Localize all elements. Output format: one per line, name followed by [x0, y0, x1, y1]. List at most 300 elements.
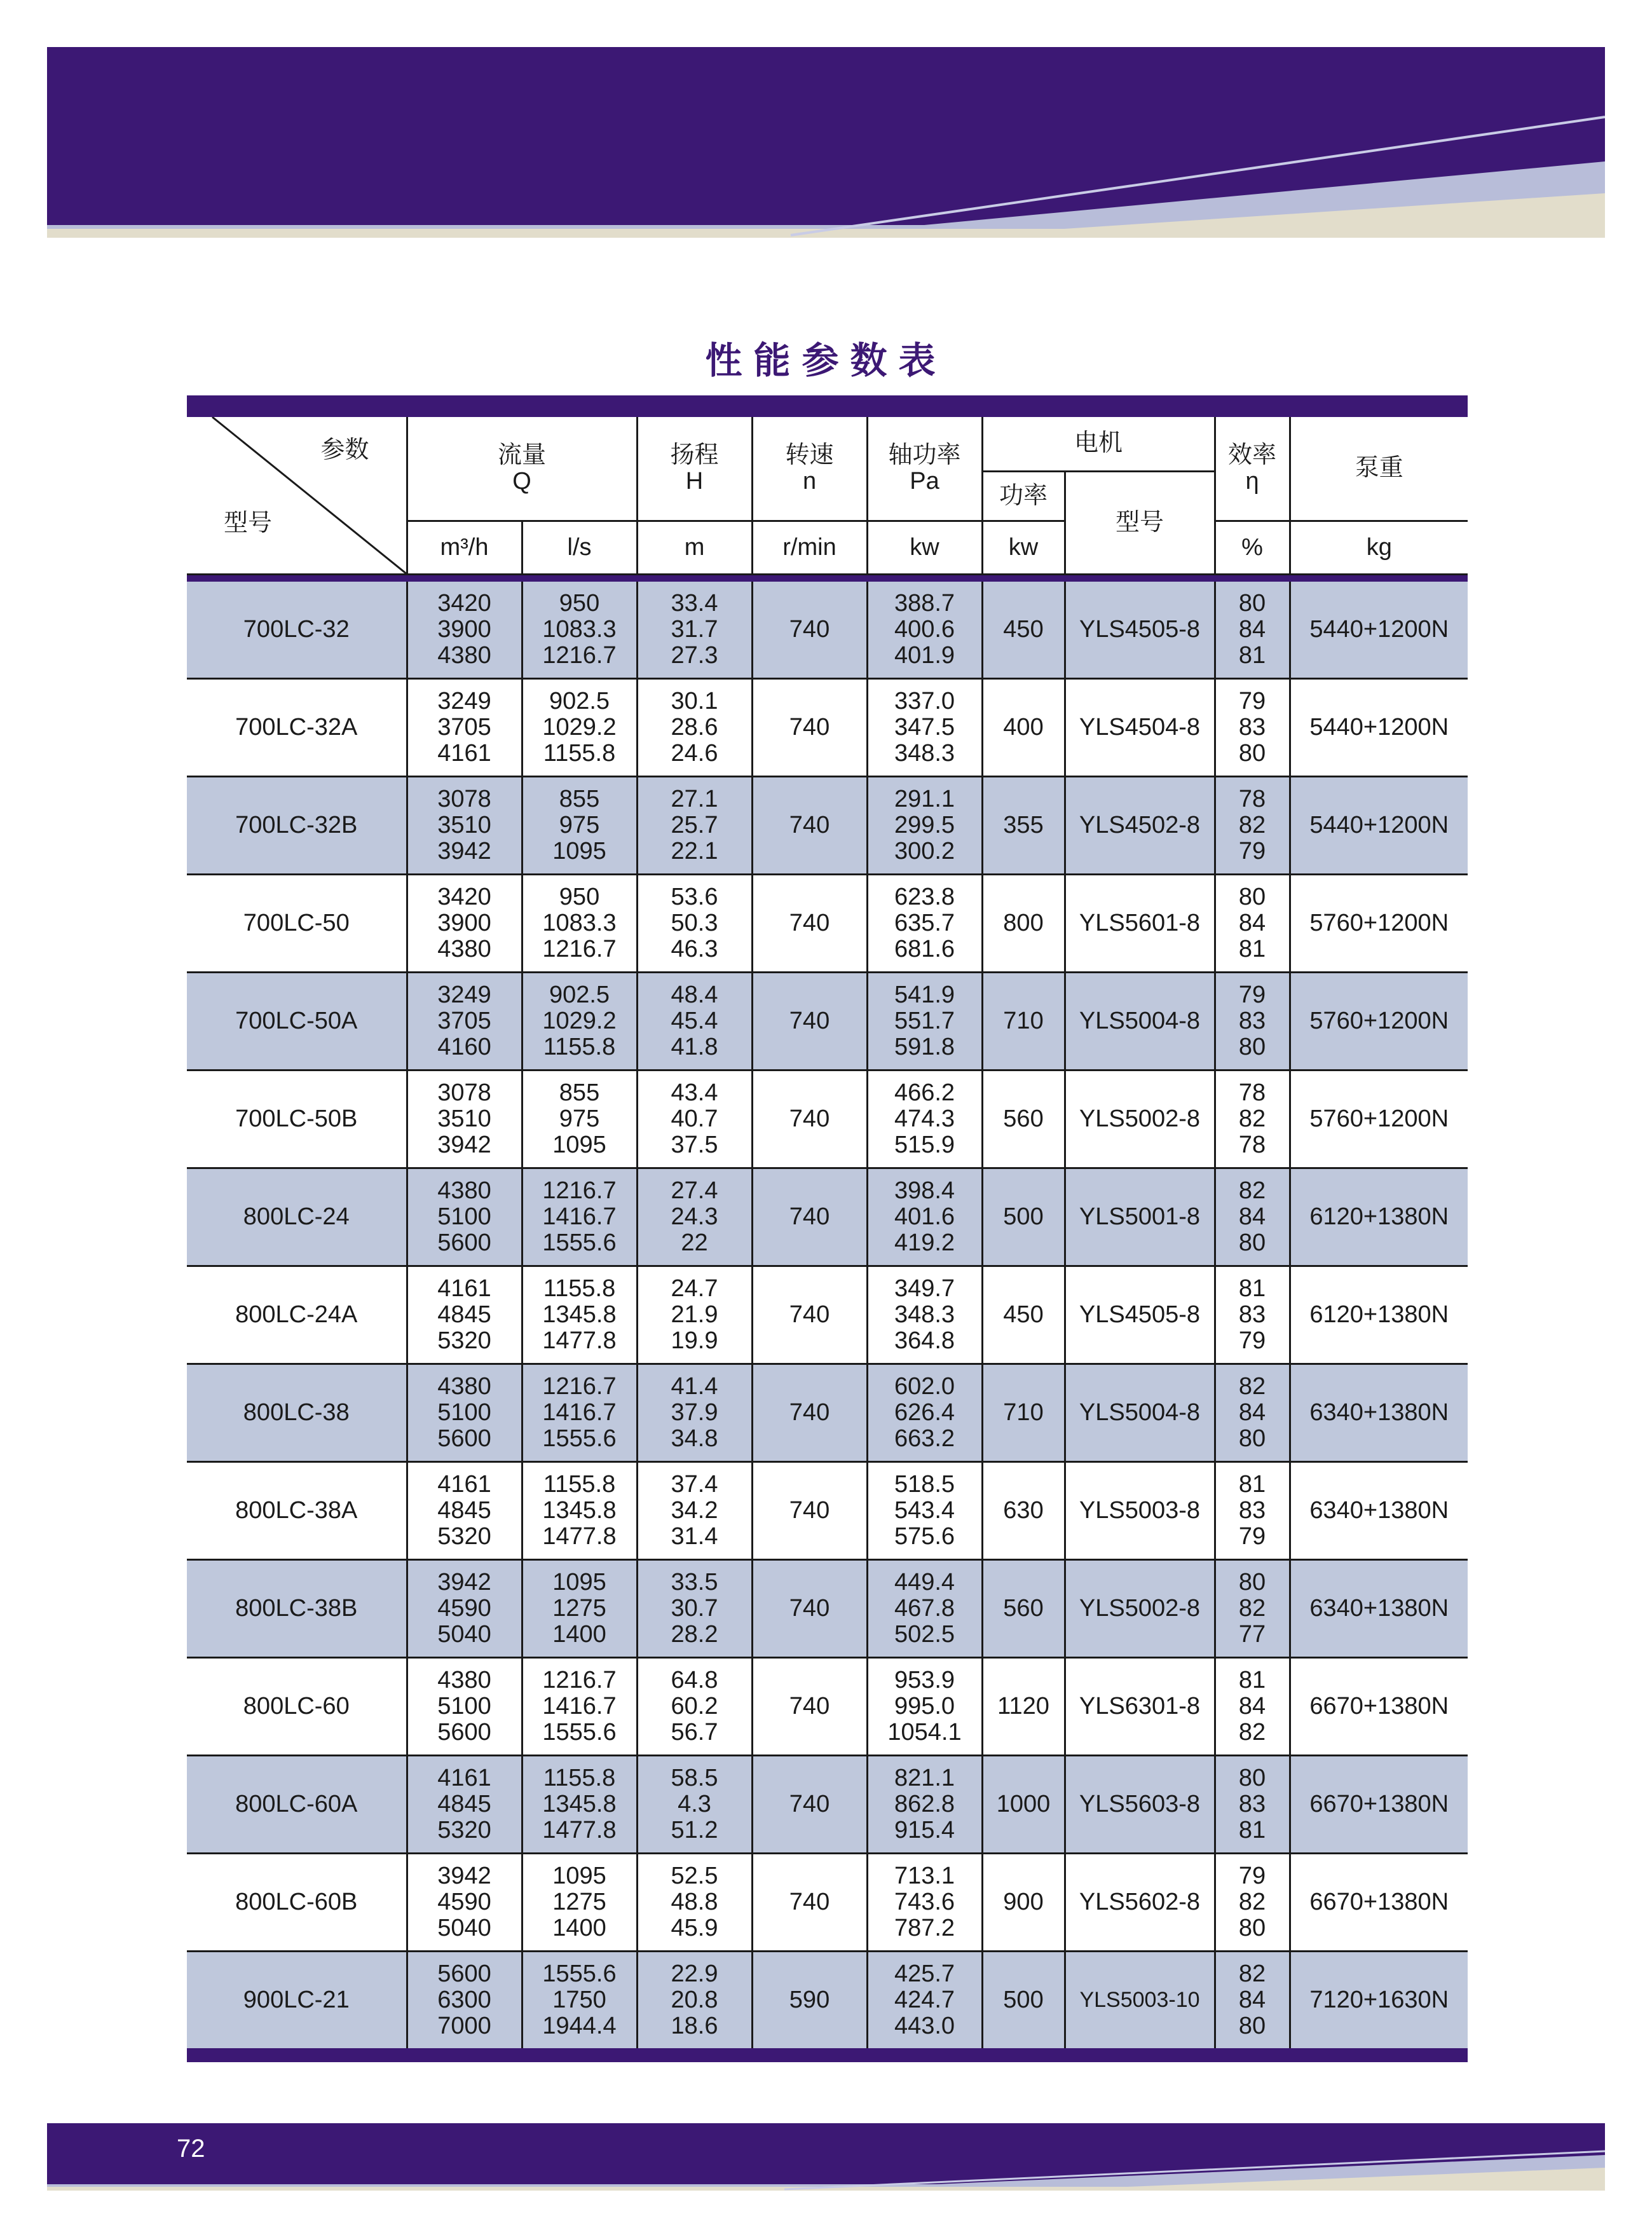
flow-ls-cell-value: 1416.7 [542, 1203, 617, 1230]
top-banner [47, 47, 1605, 238]
flow-ls-cell-value: 1345.8 [542, 1301, 617, 1328]
efficiency-cell-value: 83 [1238, 713, 1266, 741]
header-unit-kw: kw [867, 521, 982, 574]
table-row [187, 1853, 1468, 1951]
table-top-bar [187, 395, 1468, 417]
efficiency-cell [1215, 776, 1290, 874]
efficiency-cell-value: 78 [1238, 1079, 1266, 1106]
shaft-power-cell-value: 787.2 [894, 1914, 955, 1941]
flow-ls-cell-value: 1555.6 [542, 1960, 617, 1987]
flow-m3h-cell-value: 4845 [437, 1301, 491, 1328]
speed-cell: 590 [752, 1951, 867, 2048]
shaft-power-cell-value: 953.9 [894, 1666, 955, 1693]
flow-m3h-cell-value: 5600 [437, 1960, 491, 1987]
efficiency-cell-value: 80 [1238, 589, 1266, 617]
motor-type-cell: YLS5002-8 [1065, 1559, 1215, 1657]
head-cell-value: 4.3 [678, 1790, 711, 1817]
flow-ls-cell-value: 855 [559, 1079, 600, 1106]
head-cell [637, 678, 752, 776]
motor-power-cell: 500 [982, 1951, 1065, 2048]
speed-cell: 740 [752, 1461, 867, 1559]
motor-power-cell: 450 [982, 1266, 1065, 1364]
flow-m3h-cell-value: 3078 [437, 1079, 491, 1106]
motor-power-cell: 710 [982, 1364, 1065, 1461]
efficiency-cell-value: 84 [1238, 1986, 1266, 2013]
speed-cell: 740 [752, 1168, 867, 1266]
head-cell-value: 41.8 [671, 1033, 718, 1060]
flow-ls-cell-value: 1275 [552, 1888, 606, 1915]
flow-ls-cell-value: 1477.8 [542, 1816, 617, 1844]
flow-ls-cell-value: 1555.6 [542, 1718, 617, 1746]
shaft-power-cell [867, 1657, 982, 1755]
flow-ls-cell [522, 776, 637, 874]
head-cell-value: 18.6 [671, 2012, 718, 2039]
flow-m3h-cell-value: 4590 [437, 1888, 491, 1915]
head-cell [637, 1755, 752, 1853]
shaft-power-cell-value: 626.4 [894, 1399, 955, 1426]
head-cell-value: 25.7 [671, 811, 718, 838]
efficiency-cell-value: 79 [1238, 1862, 1266, 1889]
table-row [187, 1559, 1468, 1657]
motor-type-cell: YLS5001-8 [1065, 1168, 1215, 1266]
flow-ls-cell-value: 1477.8 [542, 1327, 617, 1354]
flow-ls-cell-value: 975 [559, 811, 600, 838]
flow-ls-cell-value: 1155.8 [543, 1275, 616, 1302]
efficiency-cell-value: 79 [1238, 1522, 1266, 1550]
header-unit-ls: l/s [522, 521, 637, 574]
shaft-power-cell [867, 1461, 982, 1559]
head-cell [637, 582, 752, 679]
motor-type-cell: YLS5602-8 [1065, 1853, 1215, 1951]
efficiency-cell [1215, 1070, 1290, 1168]
flow-ls-cell [522, 1168, 637, 1266]
head-cell-value: 19.9 [671, 1327, 718, 1354]
flow-m3h-cell-value: 5100 [437, 1399, 491, 1426]
head-cell [637, 972, 752, 1070]
head-cell-value: 30.1 [671, 687, 718, 715]
table-row [187, 776, 1468, 874]
motor-power-cell: 500 [982, 1168, 1065, 1266]
head-cell-value: 24.3 [671, 1203, 718, 1230]
head-cell-value: 56.7 [671, 1718, 718, 1746]
efficiency-cell-value: 83 [1238, 1007, 1266, 1034]
shaft-power-cell-value: 401.6 [894, 1203, 955, 1230]
flow-ls-cell [522, 678, 637, 776]
speed-cell: 740 [752, 1755, 867, 1853]
weight-cell: 6670+1380N [1290, 1657, 1468, 1755]
model-cell: 800LC-38 [187, 1364, 407, 1461]
shaft-power-cell-value: 291.1 [894, 785, 955, 812]
flow-ls-cell [522, 972, 637, 1070]
flow-m3h-cell [407, 874, 522, 972]
motor-power-cell: 800 [982, 874, 1065, 972]
shaft-power-cell-value: 862.8 [894, 1790, 955, 1817]
head-cell-value: 48.4 [671, 981, 718, 1008]
efficiency-cell [1215, 1853, 1290, 1951]
efficiency-cell-value: 80 [1238, 1568, 1266, 1596]
head-cell-value: 37.4 [671, 1470, 718, 1498]
head-cell-value: 37.9 [671, 1399, 718, 1426]
flow-m3h-cell-value: 4380 [437, 641, 491, 669]
flow-m3h-cell-value: 5600 [437, 1718, 491, 1746]
flow-ls-cell-value: 950 [559, 589, 600, 617]
flow-m3h-cell-value: 4380 [437, 1177, 491, 1204]
flow-m3h-cell [407, 776, 522, 874]
speed-cell: 740 [752, 1266, 867, 1364]
efficiency-cell-value: 82 [1238, 811, 1266, 838]
header-param: 参数 [320, 437, 369, 463]
flow-m3h-cell [407, 1951, 522, 2048]
flow-ls-cell-value: 1216.7 [542, 641, 617, 669]
table-header-bar [187, 575, 1468, 582]
header-speed: 转速 n [752, 417, 867, 521]
flow-ls-cell [522, 874, 637, 972]
motor-type-cell: YLS6301-8 [1065, 1657, 1215, 1755]
flow-m3h-cell-value: 4160 [437, 1033, 491, 1060]
weight-cell: 6670+1380N [1290, 1755, 1468, 1853]
table-row [187, 972, 1468, 1070]
table-row [187, 1657, 1468, 1755]
head-cell-value: 24.6 [671, 739, 718, 767]
model-cell: 900LC-21 [187, 1951, 407, 2048]
flow-m3h-cell [407, 972, 522, 1070]
flow-ls-cell-value: 1095 [552, 1131, 606, 1158]
flow-m3h-cell-value: 4380 [437, 1666, 491, 1693]
shaft-power-cell-value: 347.5 [894, 713, 955, 741]
efficiency-cell-value: 80 [1238, 1914, 1266, 1941]
head-cell-value: 31.4 [671, 1522, 718, 1550]
shaft-power-cell-value: 518.5 [894, 1470, 955, 1498]
head-cell-value: 22.9 [671, 1960, 718, 1987]
header-motor-type: 型号 [1065, 471, 1215, 574]
flow-m3h-cell [407, 1364, 522, 1461]
flow-ls-cell [522, 1461, 637, 1559]
flow-m3h-cell-value: 6300 [437, 1986, 491, 2013]
shaft-power-cell-value: 348.3 [894, 739, 955, 767]
shaft-power-cell-value: 388.7 [894, 589, 955, 617]
shaft-power-cell-value: 591.8 [894, 1033, 955, 1060]
shaft-power-cell-value: 635.7 [894, 909, 955, 936]
flow-m3h-cell-value: 5600 [437, 1425, 491, 1452]
flow-m3h-cell-value: 3420 [437, 883, 491, 910]
shaft-power-cell [867, 1364, 982, 1461]
efficiency-cell [1215, 678, 1290, 776]
motor-type-cell: YLS5004-8 [1065, 972, 1215, 1070]
flow-m3h-cell-value: 4161 [437, 1470, 491, 1498]
efficiency-cell-value: 81 [1238, 1470, 1266, 1498]
head-cell [637, 776, 752, 874]
motor-power-cell: 900 [982, 1853, 1065, 1951]
shaft-power-cell [867, 874, 982, 972]
shaft-power-cell [867, 1266, 982, 1364]
flow-ls-cell-value: 1555.6 [542, 1425, 617, 1452]
efficiency-cell-value: 79 [1238, 837, 1266, 865]
head-cell-value: 45.9 [671, 1914, 718, 1941]
header-head: 扬程 H [637, 417, 752, 521]
flow-m3h-cell [407, 582, 522, 679]
head-cell-value: 43.4 [671, 1079, 718, 1106]
shaft-power-cell-value: 419.2 [894, 1229, 955, 1256]
weight-cell: 5760+1200N [1290, 972, 1468, 1070]
model-cell: 700LC-50 [187, 874, 407, 972]
flow-m3h-cell-value: 3900 [437, 615, 491, 643]
model-cell: 800LC-24A [187, 1266, 407, 1364]
flow-m3h-cell-value: 3249 [437, 687, 491, 715]
flow-m3h-cell-value: 5040 [437, 1914, 491, 1941]
shaft-power-cell-value: 743.6 [894, 1888, 955, 1915]
head-cell-value: 20.8 [671, 1986, 718, 2013]
flow-m3h-cell [407, 1657, 522, 1755]
head-cell-value: 33.4 [671, 589, 718, 617]
speed-cell: 740 [752, 678, 867, 776]
weight-cell: 6340+1380N [1290, 1364, 1468, 1461]
flow-ls-cell-value: 1029.2 [542, 713, 617, 741]
table-row [187, 1168, 1468, 1266]
flow-m3h-cell-value: 4161 [437, 1764, 491, 1791]
model-cell: 800LC-60B [187, 1853, 407, 1951]
efficiency-cell-value: 81 [1238, 935, 1266, 962]
head-cell-value: 46.3 [671, 935, 718, 962]
motor-power-cell: 710 [982, 972, 1065, 1070]
shaft-power-cell-value: 300.2 [894, 837, 955, 865]
weight-cell: 6120+1380N [1290, 1266, 1468, 1364]
table-header [187, 417, 1468, 575]
motor-power-cell: 1000 [982, 1755, 1065, 1853]
flow-m3h-cell-value: 3900 [437, 909, 491, 936]
shaft-power-cell-value: 401.9 [894, 641, 955, 669]
table-row [187, 582, 1468, 679]
shaft-power-cell [867, 678, 982, 776]
header-shaft-power: 轴功率 Pa [867, 417, 982, 521]
shaft-power-cell-value: 474.3 [894, 1105, 955, 1132]
efficiency-cell-value: 82 [1238, 1718, 1266, 1746]
flow-m3h-cell-value: 3942 [437, 837, 491, 865]
flow-m3h-cell-value: 5100 [437, 1692, 491, 1720]
flow-ls-cell-value: 1095 [552, 1568, 606, 1596]
weight-cell: 5760+1200N [1290, 874, 1468, 972]
flow-ls-cell-value: 1216.7 [542, 1666, 617, 1693]
head-cell-value: 37.5 [671, 1131, 718, 1158]
flow-ls-cell [522, 1266, 637, 1364]
weight-cell: 6120+1380N [1290, 1168, 1468, 1266]
efficiency-cell-value: 79 [1238, 687, 1266, 715]
flow-m3h-cell [407, 1461, 522, 1559]
flow-m3h-cell-value: 5100 [437, 1203, 491, 1230]
header-motor: 电机 [982, 417, 1215, 471]
speed-cell: 740 [752, 582, 867, 679]
weight-cell: 5440+1200N [1290, 582, 1468, 679]
shaft-power-cell-value: 398.4 [894, 1177, 955, 1204]
flow-m3h-cell-value: 5320 [437, 1816, 491, 1844]
table-bottom-bar [187, 2048, 1468, 2062]
speed-cell: 740 [752, 1070, 867, 1168]
flow-ls-cell [522, 1559, 637, 1657]
flow-m3h-cell-value: 5040 [437, 1620, 491, 1648]
weight-cell: 6340+1380N [1290, 1559, 1468, 1657]
flow-m3h-cell-value: 3078 [437, 785, 491, 812]
flow-m3h-cell [407, 1755, 522, 1853]
weight-cell: 5440+1200N [1290, 678, 1468, 776]
bottom-banner [47, 2123, 1605, 2191]
efficiency-cell-value: 80 [1238, 1425, 1266, 1452]
motor-power-cell: 450 [982, 582, 1065, 679]
shaft-power-cell-value: 449.4 [894, 1568, 955, 1596]
shaft-power-cell [867, 1168, 982, 1266]
shaft-power-cell [867, 1755, 982, 1853]
shaft-power-cell [867, 1559, 982, 1657]
model-cell: 800LC-60 [187, 1657, 407, 1755]
flow-m3h-cell [407, 1070, 522, 1168]
shaft-power-cell [867, 1070, 982, 1168]
flow-m3h-cell-value: 5320 [437, 1522, 491, 1550]
performance-table [187, 395, 1468, 2062]
motor-power-cell: 560 [982, 1559, 1065, 1657]
head-cell [637, 1364, 752, 1461]
shaft-power-cell-value: 425.7 [894, 1960, 955, 1987]
efficiency-cell-value: 80 [1238, 739, 1266, 767]
shaft-power-cell-value: 663.2 [894, 1425, 955, 1452]
flow-m3h-cell-value: 4845 [437, 1496, 491, 1524]
table-row [187, 1461, 1468, 1559]
efficiency-cell-value: 80 [1238, 1764, 1266, 1791]
efficiency-cell [1215, 1168, 1290, 1266]
shaft-power-cell-value: 543.4 [894, 1496, 955, 1524]
efficiency-cell [1215, 1559, 1290, 1657]
head-cell [637, 1853, 752, 1951]
table-row [187, 678, 1468, 776]
shaft-power-cell [867, 582, 982, 679]
head-cell-value: 22 [681, 1229, 708, 1256]
efficiency-cell-value: 84 [1238, 1692, 1266, 1720]
model-cell: 700LC-50A [187, 972, 407, 1070]
flow-ls-cell-value: 1155.8 [543, 739, 616, 767]
efficiency-cell-value: 82 [1238, 1888, 1266, 1915]
flow-ls-cell-value: 1555.6 [542, 1229, 617, 1256]
efficiency-cell-value: 82 [1238, 1105, 1266, 1132]
efficiency-cell-value: 78 [1238, 785, 1266, 812]
efficiency-cell [1215, 1755, 1290, 1853]
head-cell-value: 58.5 [671, 1764, 718, 1791]
efficiency-cell-value: 82 [1238, 1594, 1266, 1622]
efficiency-cell [1215, 874, 1290, 972]
table-row [187, 1951, 1468, 2048]
flow-ls-cell-value: 1216.7 [542, 1372, 617, 1400]
diagonal-divider [187, 417, 407, 574]
shaft-power-cell [867, 972, 982, 1070]
flow-m3h-cell [407, 1168, 522, 1266]
table-row [187, 1364, 1468, 1461]
table-row [187, 1755, 1468, 1853]
head-cell-value: 27.1 [671, 785, 718, 812]
motor-type-cell: YLS4502-8 [1065, 776, 1215, 874]
flow-ls-cell-value: 1095 [552, 837, 606, 865]
shaft-power-cell-value: 466.2 [894, 1079, 955, 1106]
top-banner-graphic [47, 47, 1605, 238]
flow-ls-cell-value: 1750 [552, 1986, 606, 2013]
head-cell-value: 48.8 [671, 1888, 718, 1915]
efficiency-cell [1215, 1657, 1290, 1755]
shaft-power-cell [867, 776, 982, 874]
head-cell-value: 33.5 [671, 1568, 718, 1596]
head-cell-value: 34.8 [671, 1425, 718, 1452]
flow-ls-cell-value: 902.5 [549, 981, 610, 1008]
head-cell [637, 1168, 752, 1266]
flow-ls-cell-value: 1155.8 [543, 1470, 616, 1498]
head-cell [637, 1461, 752, 1559]
flow-ls-cell-value: 855 [559, 785, 600, 812]
flow-m3h-cell-value: 5320 [437, 1327, 491, 1354]
header-unit-rmin: r/min [752, 521, 867, 574]
motor-type-cell: YLS4505-8 [1065, 1266, 1215, 1364]
flow-ls-cell-value: 1083.3 [542, 909, 617, 936]
flow-ls-cell-value: 1400 [552, 1620, 606, 1648]
flow-ls-cell [522, 582, 637, 679]
flow-m3h-cell-value: 5600 [437, 1229, 491, 1256]
speed-cell: 740 [752, 1853, 867, 1951]
efficiency-cell-value: 79 [1238, 981, 1266, 1008]
head-cell [637, 1266, 752, 1364]
head-cell-value: 28.6 [671, 713, 718, 741]
speed-cell: 740 [752, 776, 867, 874]
head-cell-value: 52.5 [671, 1862, 718, 1889]
shaft-power-cell-value: 713.1 [894, 1862, 955, 1889]
efficiency-cell-value: 84 [1238, 909, 1266, 936]
motor-type-cell: YLS5603-8 [1065, 1755, 1215, 1853]
header-unit-m: m [637, 521, 752, 574]
shaft-power-cell-value: 541.9 [894, 981, 955, 1008]
head-cell-value: 27.4 [671, 1177, 718, 1204]
efficiency-cell-value: 80 [1238, 883, 1266, 910]
efficiency-cell-value: 83 [1238, 1790, 1266, 1817]
page-number: 72 [177, 2135, 205, 2163]
flow-ls-cell-value: 1275 [552, 1594, 606, 1622]
efficiency-cell-value: 84 [1238, 1203, 1266, 1230]
speed-cell: 740 [752, 1559, 867, 1657]
flow-m3h-cell [407, 1853, 522, 1951]
page-title: 性能参数表 [705, 339, 947, 382]
motor-power-cell: 560 [982, 1070, 1065, 1168]
efficiency-cell-value: 82 [1238, 1960, 1266, 1987]
shaft-power-cell-value: 400.6 [894, 615, 955, 643]
flow-ls-cell-value: 1083.3 [542, 615, 617, 643]
head-cell-value: 28.2 [671, 1620, 718, 1648]
efficiency-cell-value: 77 [1238, 1620, 1266, 1648]
shaft-power-cell [867, 1853, 982, 1951]
head-cell-value: 27.3 [671, 641, 718, 669]
header-motor-power: 功率 [982, 471, 1065, 521]
shaft-power-cell-value: 443.0 [894, 2012, 955, 2039]
header-weight: 泵重 [1290, 417, 1468, 521]
shaft-power-cell-value: 602.0 [894, 1372, 955, 1400]
efficiency-cell-value: 80 [1238, 2012, 1266, 2039]
weight-cell: 6670+1380N [1290, 1853, 1468, 1951]
efficiency-cell-value: 82 [1238, 1177, 1266, 1204]
header-unit-percent: % [1215, 521, 1290, 574]
flow-ls-cell [522, 1364, 637, 1461]
flow-m3h-cell-value: 4590 [437, 1594, 491, 1622]
flow-m3h-cell-value: 3942 [437, 1568, 491, 1596]
efficiency-cell [1215, 972, 1290, 1070]
motor-type-cell: YLS4504-8 [1065, 678, 1215, 776]
head-cell [637, 1951, 752, 2048]
head-cell-value: 40.7 [671, 1105, 718, 1132]
motor-type-cell: YLS5003-10 [1065, 1951, 1215, 2048]
model-cell: 800LC-24 [187, 1168, 407, 1266]
flow-ls-cell-value: 1095 [552, 1862, 606, 1889]
efficiency-cell-value: 78 [1238, 1131, 1266, 1158]
shaft-power-cell-value: 502.5 [894, 1620, 955, 1648]
flow-m3h-cell-value: 3510 [437, 811, 491, 838]
